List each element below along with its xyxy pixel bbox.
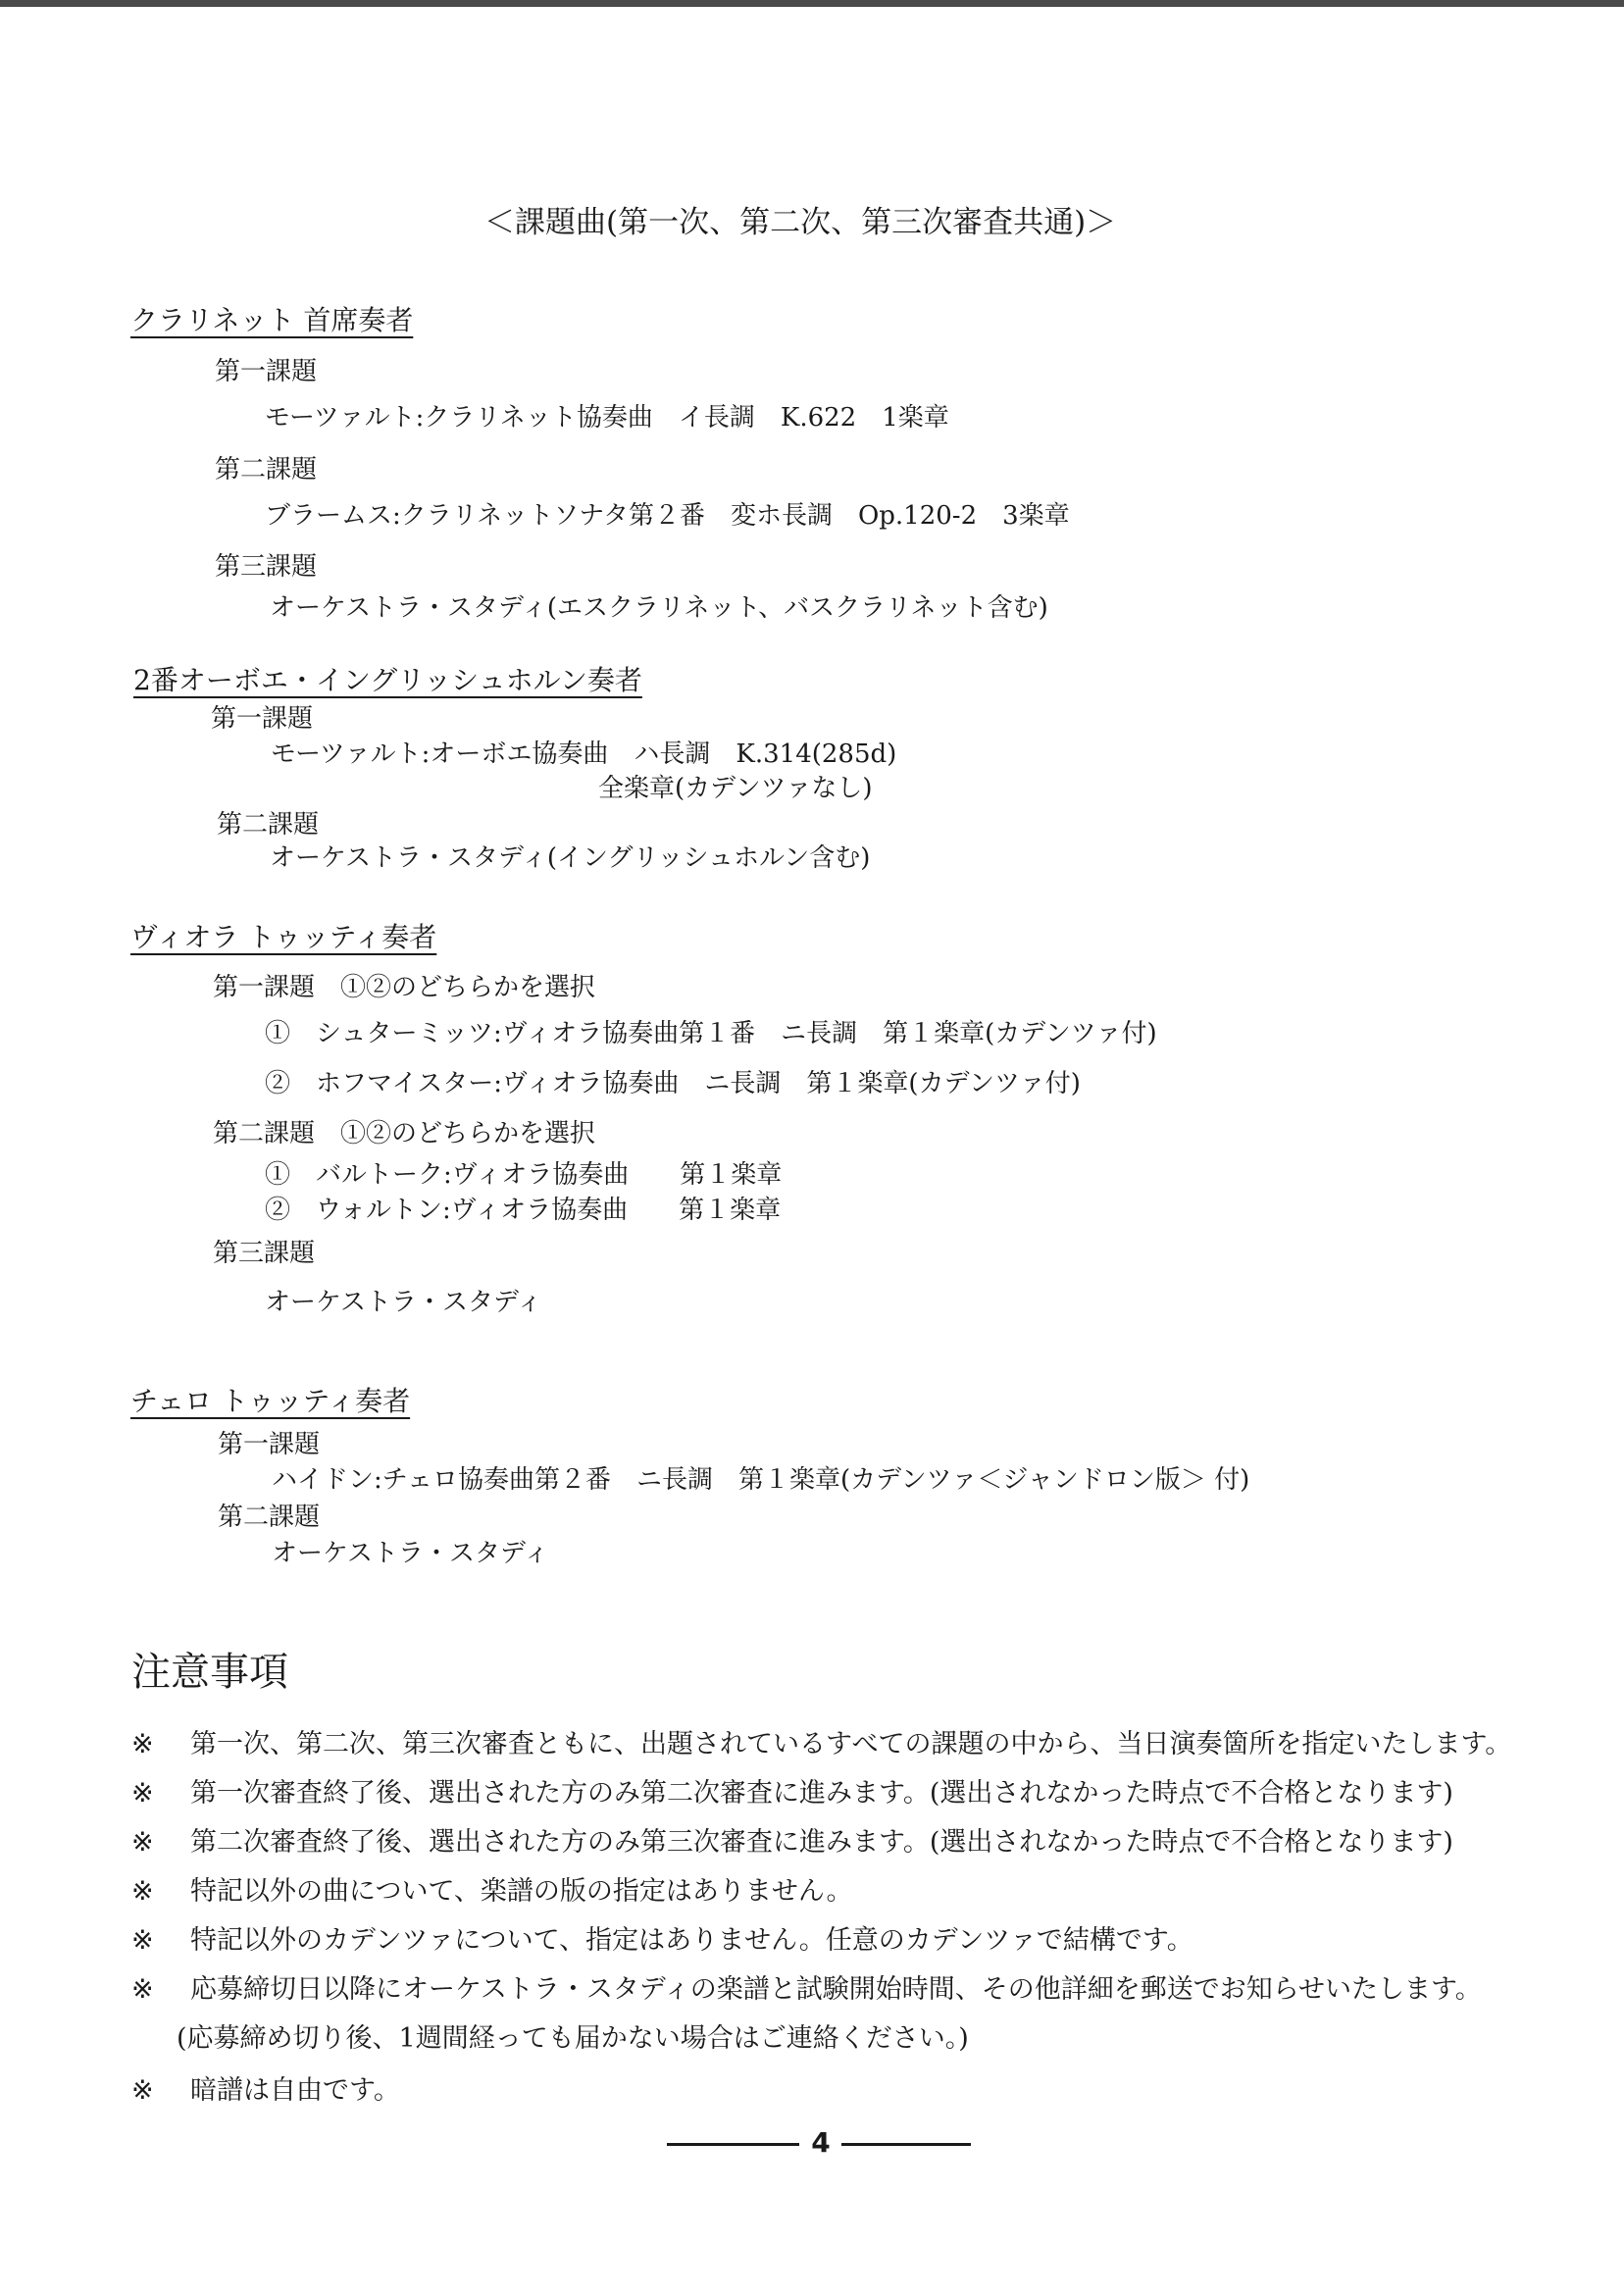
task-piece: ハイドン:チェロ協奏曲第２番 ニ長調 第１楽章(カデンツァ＜ジャンドロン版＞ 付): [272, 1465, 1250, 1495]
task-piece: オーケストラ・スタディ: [265, 1288, 542, 1317]
note-marker: ※: [131, 2075, 154, 2106]
note-item: [131, 1878, 853, 1905]
task-label: 第一課題: [218, 1430, 321, 1459]
page-number: 4: [811, 2126, 831, 2159]
task-label: 第二課題 ①②のどちらかを選択: [213, 1119, 596, 1148]
note-text: 暗譜は自由です。: [190, 2075, 400, 2106]
note-text: 応募締切日以降にオーケストラ・スタディの楽譜と試験開始時間、その他詳細を郵送でお知らせいたします。: [190, 1974, 1482, 2005]
task-piece: ① バルトーク:ヴィオラ協奏曲 第１楽章: [265, 1160, 783, 1190]
task-label: 第一課題: [211, 704, 314, 734]
task-piece: モーツァルト:オーボエ協奏曲 ハ長調 K.314(285d): [271, 739, 897, 769]
note-item: [131, 1780, 1453, 1807]
task-piece: ② ホフマイスター:ヴィオラ協奏曲 ニ長調 第１楽章(カデンツァ付): [265, 1069, 1081, 1098]
task-piece: ブラームス:クラリネットソナタ第２番 変ホ長調 Op.120-2 3楽章: [265, 501, 1070, 531]
note-text: 特記以外の曲について、楽譜の版の指定はありません。: [190, 1876, 853, 1907]
task-piece: ① シュターミッツ:ヴィオラ協奏曲第１番 ニ長調 第１楽章(カデンツァ付): [265, 1019, 1157, 1048]
note-item: [131, 1976, 1482, 2003]
note-text: 第一次審査終了後、選出された方のみ第二次審査に進みます。(選出されなかった時点で不合格となります): [190, 1778, 1453, 1809]
note-marker: ※: [131, 1925, 154, 1956]
note-text: 第二次審査終了後、選出された方のみ第三次審査に進みます。(選出されなかった時点で不合格となります): [190, 1827, 1453, 1858]
section-heading-oboe: 2番オーボエ・イングリッシュホルン奏者: [133, 664, 642, 696]
note-item: [131, 1731, 1511, 1758]
note-marker: ※: [131, 1778, 154, 1809]
page-footer: [667, 2126, 971, 2160]
task-piece: オーケストラ・スタディ: [272, 1539, 549, 1568]
note-text: 第一次、第二次、第三次審査ともに、出題されているすべての課題の中から、当日演奏箇所を指定いたします。: [190, 1729, 1512, 1759]
task-piece: オーケストラ・スタディ(イングリッシュホルン含む): [270, 843, 871, 873]
note-text: 特記以外のカデンツァについて、指定はありません。任意のカデンツァで結構です。: [190, 1925, 1193, 1956]
section-heading-cello: チェロ トゥッティ奏者: [130, 1385, 411, 1417]
note-continuation: (応募締め切り後、1週間経っても届かない場合はご連絡ください。): [177, 2023, 969, 2054]
task-label: 第一課題 ①②のどちらかを選択: [213, 973, 596, 1002]
note-item: [131, 1829, 1453, 1856]
note-item: [131, 1927, 1193, 1954]
task-label: 第三課題: [215, 552, 318, 582]
task-piece: モーツァルト:クラリネット協奏曲 イ長調 K.622 1楽章: [265, 403, 949, 433]
task-label: 第二課題: [218, 1503, 321, 1532]
task-piece: オーケストラ・スタディ(エスクラリネット、バスクラリネット含む): [270, 593, 1048, 623]
note-item: [131, 2077, 400, 2104]
footer-rule-right: [841, 2143, 971, 2146]
note-marker: ※: [131, 1876, 154, 1907]
footer-rule-left: [667, 2143, 799, 2146]
note-marker: ※: [131, 1827, 154, 1858]
note-marker: ※: [131, 1729, 154, 1759]
page-title: ＜課題曲(第一次、第二次、第三次審査共通)＞: [484, 205, 1117, 240]
section-heading-viola: ヴィオラ トゥッティ奏者: [130, 921, 437, 953]
section-heading-clarinet: クラリネット 首席奏者: [130, 304, 414, 336]
task-label: 第三課題: [213, 1239, 316, 1268]
task-piece: ② ウォルトン:ヴィオラ協奏曲 第１楽章: [265, 1196, 782, 1225]
task-label: 第二課題: [217, 810, 320, 840]
task-label: 第二課題: [215, 455, 318, 484]
task-label: 第一課題: [215, 357, 318, 386]
notes-heading: 注意事項: [131, 1650, 288, 1695]
note-marker: ※: [131, 1974, 154, 2005]
task-piece: 全楽章(カデンツァなし): [598, 774, 873, 803]
scan-top-edge: [0, 0, 1624, 7]
